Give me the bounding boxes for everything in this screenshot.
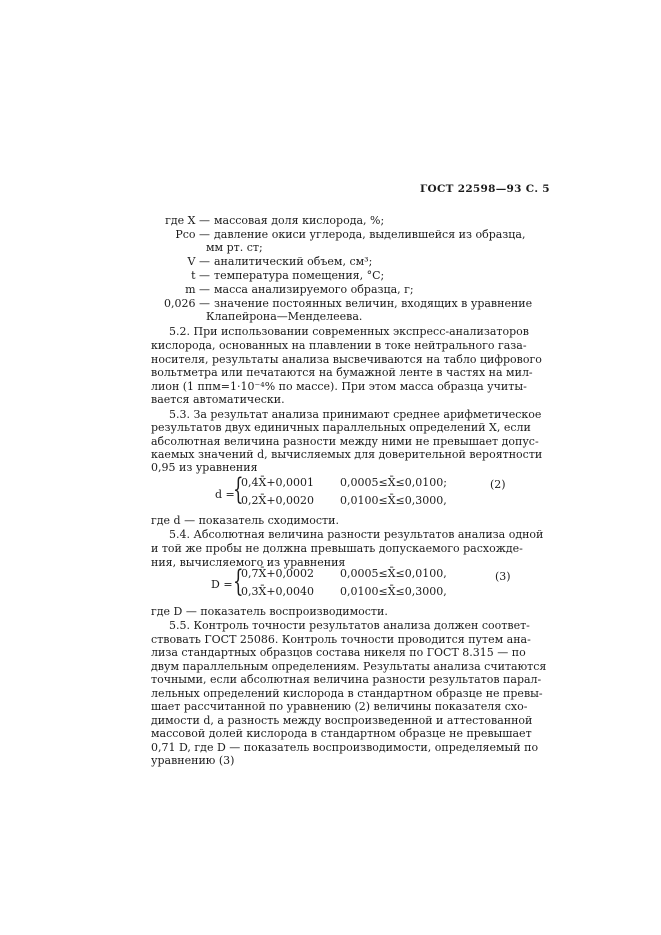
para-5-3-line: 0,95 из уравнения (151, 461, 258, 474)
definition-symbol: t — (191, 269, 210, 282)
page-header: ГОСТ 22598—93 С. 5 (420, 183, 550, 195)
para-5-2-line: вольтметра или печатаются на бумажной ленте в частях на мил- (151, 366, 533, 379)
para-5-4-line: и той же пробы не должна превышать допускаемого расхожде- (151, 542, 523, 555)
para-5-3-line: каемых значений d, вычисляемых для доверительной вероятности (151, 448, 543, 461)
para-5-4-line: ния, вычисляемого из уравнения (151, 556, 346, 569)
para-5-5-line: лельных определений кислорода в стандартном образце не превы- (151, 687, 543, 700)
definition-text: массовая доля кислорода, %; (214, 214, 385, 227)
para-5-2-line: носителя, результаты анализа высвечиваются на табло цифрового (151, 353, 542, 366)
para-5-5-line: 0,71 D, где D — показатель воспроизводимости, определяемый по (151, 741, 539, 754)
para-5-3-line: результатов двух единичных параллельных определений X, если (151, 421, 531, 434)
definition-symbol: Pco — (175, 228, 210, 241)
para-5-5-line: димости d, а разность между воспроизведенной и аттестованной (151, 714, 533, 727)
equation-3-expr: 0,7X̄+0,0002 (241, 567, 315, 580)
para-5-2-line: вается автоматически. (151, 393, 285, 406)
para-5-5-line: двум параллельным определениям. Результаты анализа считаются (151, 660, 547, 673)
definition-text: масса анализируемого образца, г; (214, 283, 414, 296)
definition-text: мм рт. ст; (206, 241, 263, 254)
para-5-5-line: точными, если абсолютная величина разности результатов парал- (151, 673, 542, 686)
definition-symbol: m — (185, 283, 210, 296)
para-5-5-line: лиза стандартных образцов состава никеля по ГОСТ 8.315 — по (151, 646, 526, 659)
equation-3-range: 0,0100≤X̄≤0,3000, (340, 585, 447, 598)
para-5-5-line: 5.5. Контроль точности результатов анализа должен соответ- (169, 619, 530, 632)
para-5-3-line: абсолютная величина разности между ними не превышает допус- (151, 435, 539, 448)
definition-text: Клапейрона—Менделеева. (206, 310, 363, 323)
equation-2-number: (2) (490, 478, 506, 491)
para-5-5-line: уравнению (3) (151, 754, 235, 767)
definition-symbol: 0,026 — (164, 297, 210, 310)
definition-text: значение постоянных величин, входящих в уравнение (214, 297, 533, 310)
para-5-2-line: 5.2. При использовании современных экспресс-анализаторов (169, 325, 529, 338)
equation-2-expr: 0,2X̄+0,0020 (241, 494, 315, 507)
equation-3-expr: 0,3X̄+0,0040 (241, 585, 315, 598)
where-d-line: где d — показатель сходимости. (151, 514, 339, 527)
para-5-2-line: лион (1 ппм=1·10⁻⁴% по массе). При этом масса образца учиты- (151, 380, 527, 393)
equation-2-range: 0,0005≤X̄≤0,0100; (340, 476, 447, 489)
para-5-2-line: кислорода, основанных на плавлении в токе нейтрального газа- (151, 339, 527, 352)
equation-3-range: 0,0005≤X̄≤0,0100, (340, 567, 447, 580)
para-5-5-line: шает рассчитанной по уравнению (2) величины показателя схо- (151, 700, 528, 713)
definition-text: температура помещения, °С; (214, 269, 385, 282)
para-5-4-line: 5.4. Абсолютная величина разности результатов анализа одной (169, 528, 544, 541)
definition-text: аналитический объем, см³; (214, 255, 373, 268)
definition-text: давление окиси углерода, выделившейся из образца, (214, 228, 526, 241)
equation-3-lhs: D = (211, 578, 233, 591)
equation-3-brace: { (233, 564, 244, 599)
definition-symbol: V — (187, 255, 210, 268)
equation-3-number: (3) (495, 570, 511, 583)
equation-2-lhs: d = (215, 488, 235, 501)
equation-2-brace: { (233, 472, 244, 507)
equation-2-range: 0,0100≤X̄≤0,3000, (340, 494, 447, 507)
equation-2-expr: 0,4X̄+0,0001 (241, 476, 315, 489)
where-D-line: где D — показатель воспроизводимости. (151, 605, 388, 618)
para-5-5-line: массовой долей кислорода в стандартном образце не превышает (151, 727, 532, 740)
para-5-5-line: ствовать ГОСТ 25086. Контроль точности проводится путем ана- (151, 633, 531, 646)
definition-symbol: где X — (165, 214, 210, 227)
para-5-3-line: 5.3. За результат анализа принимают среднее арифметическое (169, 408, 542, 421)
